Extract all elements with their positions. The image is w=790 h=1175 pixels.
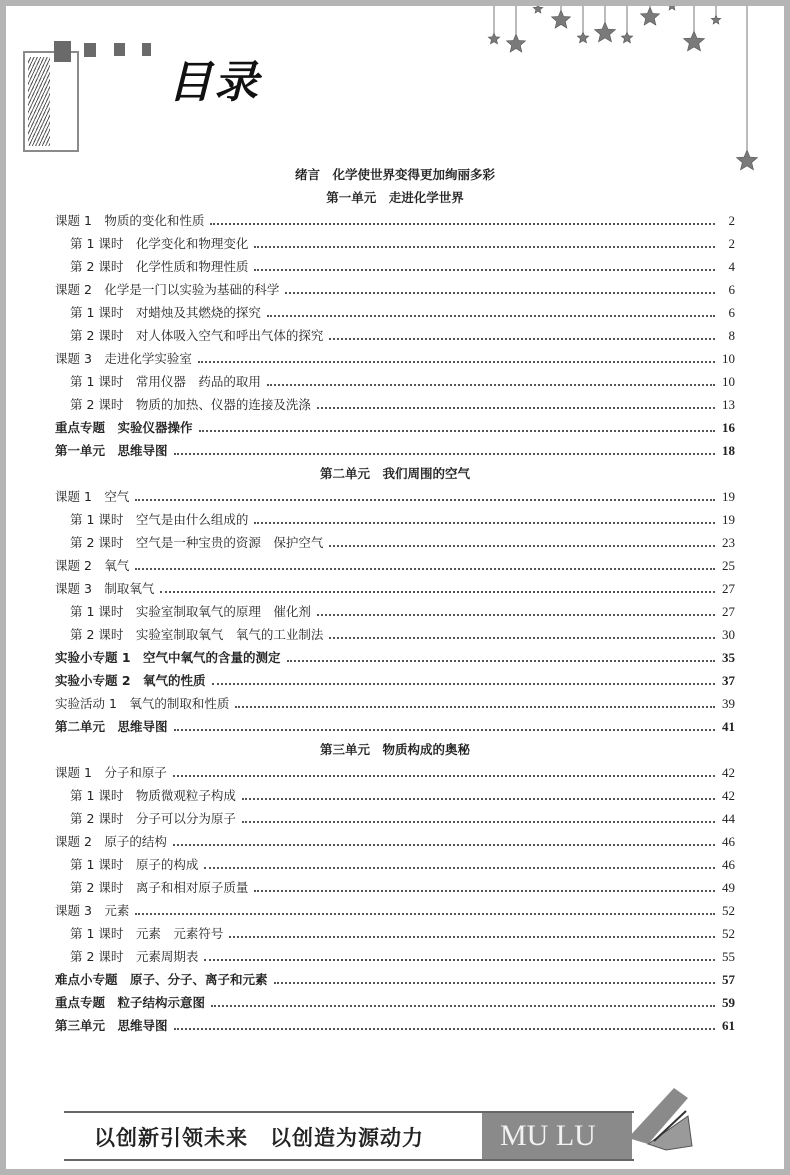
entry-label: 第一单元 走进化学世界 [326,190,464,205]
entry-label: 第 2 课时 物质的加热、仪器的连接及洗涤 [70,397,311,412]
page-number: 2 [728,236,735,251]
dot-leader [329,545,715,547]
page-number: 10 [722,374,735,389]
page-number: 55 [722,949,735,964]
toc-entry[interactable] [55,485,735,508]
page-number: 30 [722,627,735,642]
toc-entry[interactable] [55,945,735,968]
entry-label: 第 2 课时 对人体吸入空气和呼出气体的探究 [70,328,324,343]
page-number: 37 [722,673,735,688]
dot-leader [329,338,715,340]
toc-entry[interactable] [55,370,735,393]
page-number: 42 [722,788,735,803]
dot-leader [174,1028,715,1030]
page-number: 23 [722,535,735,550]
toc-entry[interactable] [55,807,735,830]
dot-leader [285,292,715,294]
entry-label: 第 2 课时 离子和相对原子质量 [70,880,249,895]
entry-label: 第 2 课时 化学性质和物理性质 [70,259,249,274]
page-number: 10 [722,351,735,366]
entry-label: 第 1 课时 物质微观粒子构成 [70,788,236,803]
entry-label: 第 1 课时 实验室制取氧气的原理 催化剂 [70,604,311,619]
page-number: 2 [728,213,735,228]
dot-leader [135,568,715,570]
toc-page [6,6,784,1169]
page-number: 6 [728,305,735,320]
footer-slogan: 以创新引领未来 以创造为源动力 [94,1126,424,1150]
dot-leader [254,890,715,892]
dot-leader [204,959,715,961]
toc-entry[interactable] [55,209,735,232]
page-number: 18 [722,443,735,458]
page-title: 目录 [168,57,260,108]
dot-leader [174,729,715,731]
entry-label: 第 1 课时 对蜡烛及其燃烧的探究 [70,305,261,320]
section-heading [55,738,735,761]
entry-label: 第三单元 物质构成的奥秘 [319,742,470,757]
dot-leader [135,913,715,915]
entry-label: 课题 1 分子和原子 [55,765,167,780]
entry-label: 课题 2 原子的结构 [55,834,167,849]
toc-entry[interactable] [55,669,735,692]
dot-leader [287,660,715,662]
dot-leader [317,407,715,409]
entry-label: 绪言 化学使世界变得更加绚丽多彩 [294,167,495,182]
page-number: 8 [728,328,735,343]
page-number: 44 [722,811,735,826]
entry-label: 第 2 课时 分子可以分为原子 [70,811,236,826]
entry-label: 第 2 课时 空气是一种宝贵的资源 保护空气 [70,535,324,550]
toc-entry[interactable] [55,232,735,255]
page-number: 19 [722,512,735,527]
dot-leader [267,315,715,317]
toc-entry[interactable] [55,876,735,899]
page-number: 49 [722,880,735,895]
toc-entry[interactable] [55,991,735,1014]
footer-banner [64,1111,634,1161]
toc-entry[interactable] [55,853,735,876]
page-number: 25 [722,558,735,573]
dot-leader [254,269,715,271]
dot-leader [329,637,715,639]
entry-label: 第二单元 思维导图 [55,719,168,734]
page-number: 27 [722,604,735,619]
entry-label: 第 1 课时 空气是由什么组成的 [70,512,249,527]
entry-label: 课题 1 空气 [55,489,130,504]
toc-entry[interactable] [55,830,735,853]
toc-entry[interactable] [55,577,735,600]
dot-leader [235,706,715,708]
dot-leader [135,499,715,501]
toc-entry[interactable] [55,301,735,324]
toc-entry[interactable] [55,1014,735,1037]
entry-label: 第 1 课时 化学变化和物理变化 [70,236,249,251]
dot-leader [317,614,715,616]
entry-label: 第二单元 我们周围的空气 [319,466,470,481]
entry-label: 第 2 课时 元素周期表 [70,949,199,964]
toc-entry[interactable] [55,922,735,945]
dot-leader [198,361,715,363]
page-number: 41 [722,719,735,734]
entry-label: 重点专题 粒子结构示意图 [55,995,206,1010]
toc-entry[interactable] [55,646,735,669]
page-number: 6 [728,282,735,297]
page-number: 4 [728,259,735,274]
dot-leader [204,867,715,869]
entry-label: 第 1 课时 原子的构成 [70,857,199,872]
entry-label: 第一单元 思维导图 [55,443,168,458]
toc-entry[interactable] [55,899,735,922]
entry-label: 第 1 课时 常用仪器 药品的取用 [70,374,261,389]
page-number: 16 [722,420,735,435]
entry-label: 课题 3 制取氧气 [55,581,155,596]
entry-label: 课题 1 物质的变化和性质 [55,213,205,228]
section-heading [55,186,735,209]
table-of-contents [55,163,735,1037]
entry-label: 实验小专题 1 空气中氧气的含量的测定 [55,650,281,665]
toc-entry[interactable] [55,324,735,347]
page-number: 52 [722,903,735,918]
dot-leader [173,844,715,846]
entry-label: 重点专题 实验仪器操作 [55,420,193,435]
hanging-stars-decoration [6,6,784,186]
toc-entry[interactable] [55,715,735,738]
entry-label: 实验活动 1 氧气的制取和性质 [55,696,230,711]
dot-leader [160,591,715,593]
entry-label: 第三单元 思维导图 [55,1018,168,1033]
toc-entry[interactable] [55,278,735,301]
entry-label: 第 2 课时 实验室制取氧气 氧气的工业制法 [70,627,324,642]
page-number: 59 [722,995,735,1010]
page-number: 35 [722,650,735,665]
toc-entry[interactable] [55,255,735,278]
page-number: 61 [722,1018,735,1033]
toc-entry[interactable] [55,784,735,807]
dot-leader [212,683,715,685]
toc-entry[interactable] [55,416,735,439]
page-number: 46 [722,834,735,849]
entry-label: 课题 3 走进化学实验室 [55,351,192,366]
footer-tag: MU LU [482,1113,632,1159]
dot-leader [174,453,715,455]
entry-label: 难点小专题 原子、分子、离子和元素 [55,972,268,987]
toc-entry[interactable] [55,439,735,462]
section-heading [55,163,735,186]
toc-entry[interactable] [55,692,735,715]
book-icon [626,1086,706,1156]
page-number: 46 [722,857,735,872]
entry-label: 课题 2 化学是一门以实验为基础的科学 [55,282,280,297]
dot-leader [254,522,715,524]
entry-label: 第 1 课时 元素 元素符号 [70,926,224,941]
entry-label: 课题 2 氧气 [55,558,130,573]
entry-label: 课题 3 元素 [55,903,130,918]
dot-leader [229,936,715,938]
toc-entry[interactable] [55,600,735,623]
toc-entry[interactable] [55,761,735,784]
page-number: 13 [722,397,735,412]
section-heading [55,462,735,485]
dot-leader [267,384,715,386]
dot-leader [199,430,715,432]
page-number: 42 [722,765,735,780]
toc-entry[interactable] [55,554,735,577]
entry-label: 实验小专题 2 氧气的性质 [55,673,206,688]
page-number: 57 [722,972,735,987]
page-number: 39 [722,696,735,711]
page-number: 19 [722,489,735,504]
dot-leader [254,246,715,248]
dot-leader [242,798,715,800]
dot-leader [173,775,715,777]
toc-entry[interactable] [55,531,735,554]
toc-entry[interactable] [55,347,735,370]
toc-entry[interactable] [55,508,735,531]
dot-leader [211,1005,715,1007]
toc-entry[interactable] [55,393,735,416]
dot-leader [210,223,715,225]
dot-leader [242,821,715,823]
toc-entry[interactable] [55,623,735,646]
page-number: 27 [722,581,735,596]
page-number: 52 [722,926,735,941]
toc-entry[interactable] [55,968,735,991]
dot-leader [274,982,715,984]
